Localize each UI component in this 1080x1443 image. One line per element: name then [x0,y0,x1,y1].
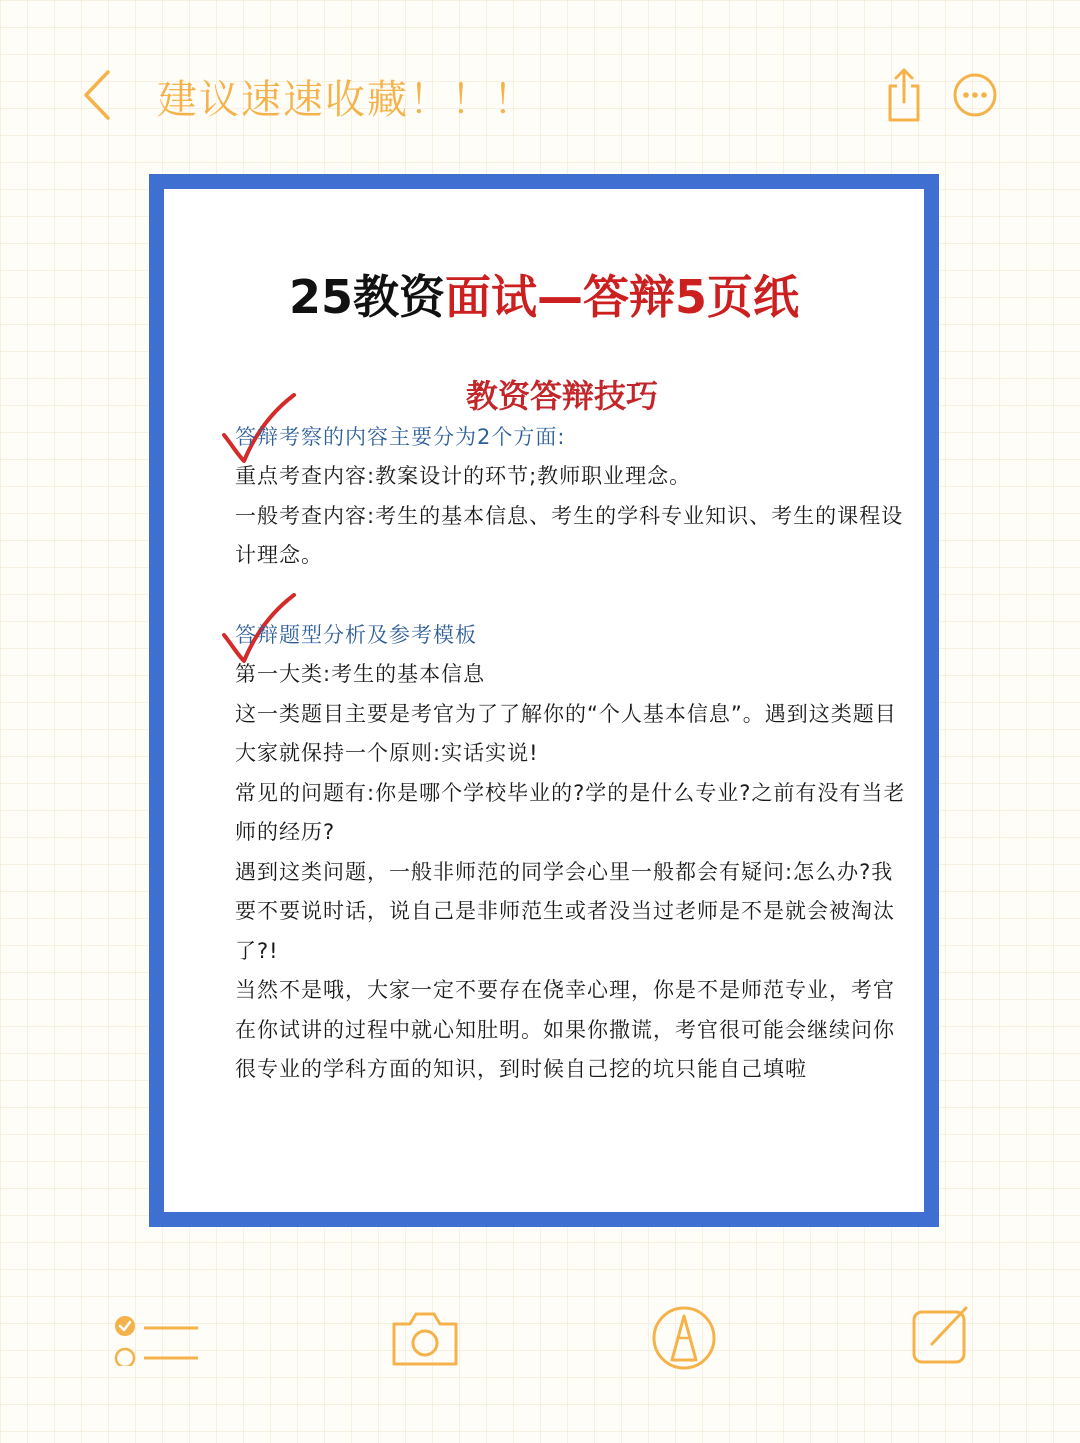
section-question-types [235,615,915,1090]
paragraph: 一般考查内容:考生的基本信息、考生的学科专业知识、考生的课程设计理念。 [235,503,904,567]
more-dots-icon [952,72,998,118]
checklist-button[interactable] [112,1314,202,1366]
section-heading: 答辩考察的内容主要分为2个方面: [235,425,566,449]
camera-icon [388,1308,462,1370]
paragraph: 第一大类:考生的基本信息 [235,662,486,686]
document-title [164,261,924,327]
document-image [149,174,939,1227]
section-heading: 答辩题型分析及参考模板 [235,623,477,647]
note-title: 建议速速收藏！！！ [157,77,535,123]
document-title-red: 面试—答辩5页纸 [445,270,800,324]
compose-icon [908,1304,972,1368]
paragraph: 常见的问题有:你是哪个学校毕业的?学的是什么专业?之前有没有当老师的经历? [235,780,906,844]
top-bar [0,0,1080,190]
paragraph: 重点考查内容:教案设计的环节;教师职业理念。 [235,464,692,488]
compose-button[interactable] [908,1304,972,1368]
paragraph: 当然不是哦，大家一定不要存在侥幸心理，你是不是师范专业，考官在你试讲的过程中就心知肚明。如果你撒谎，考官很可能会继续问你很专业的学科方面的知识，到时候自己挖的坑只能自己填啦 [235,978,895,1081]
document-title-black: 25教资 [288,270,445,324]
more-button[interactable] [952,72,998,118]
bottom-toolbar [0,1290,1080,1400]
camera-button[interactable] [388,1308,462,1370]
share-icon [884,66,924,124]
pen-markup-icon [650,1304,718,1372]
checklist-icon [112,1314,202,1366]
paragraph: 这一类题目主要是考官为了了解你的“个人基本信息”。遇到这类题目大家就保持一个原则:实话实说! [235,701,897,765]
back-button[interactable] [78,66,118,124]
section-content-areas [235,417,915,576]
paragraph: 遇到这类问题，一般非师范的同学会心里一般都会有疑问:怎么办?我要不要说时话，说自己是非师范生或者没当过老师是不是就会被淘汰了?! [235,859,895,963]
document-subtitle: 教资答辩技巧 [465,377,658,415]
markup-button[interactable] [650,1304,718,1372]
chevron-left-icon [78,66,118,124]
share-button[interactable] [884,66,924,124]
